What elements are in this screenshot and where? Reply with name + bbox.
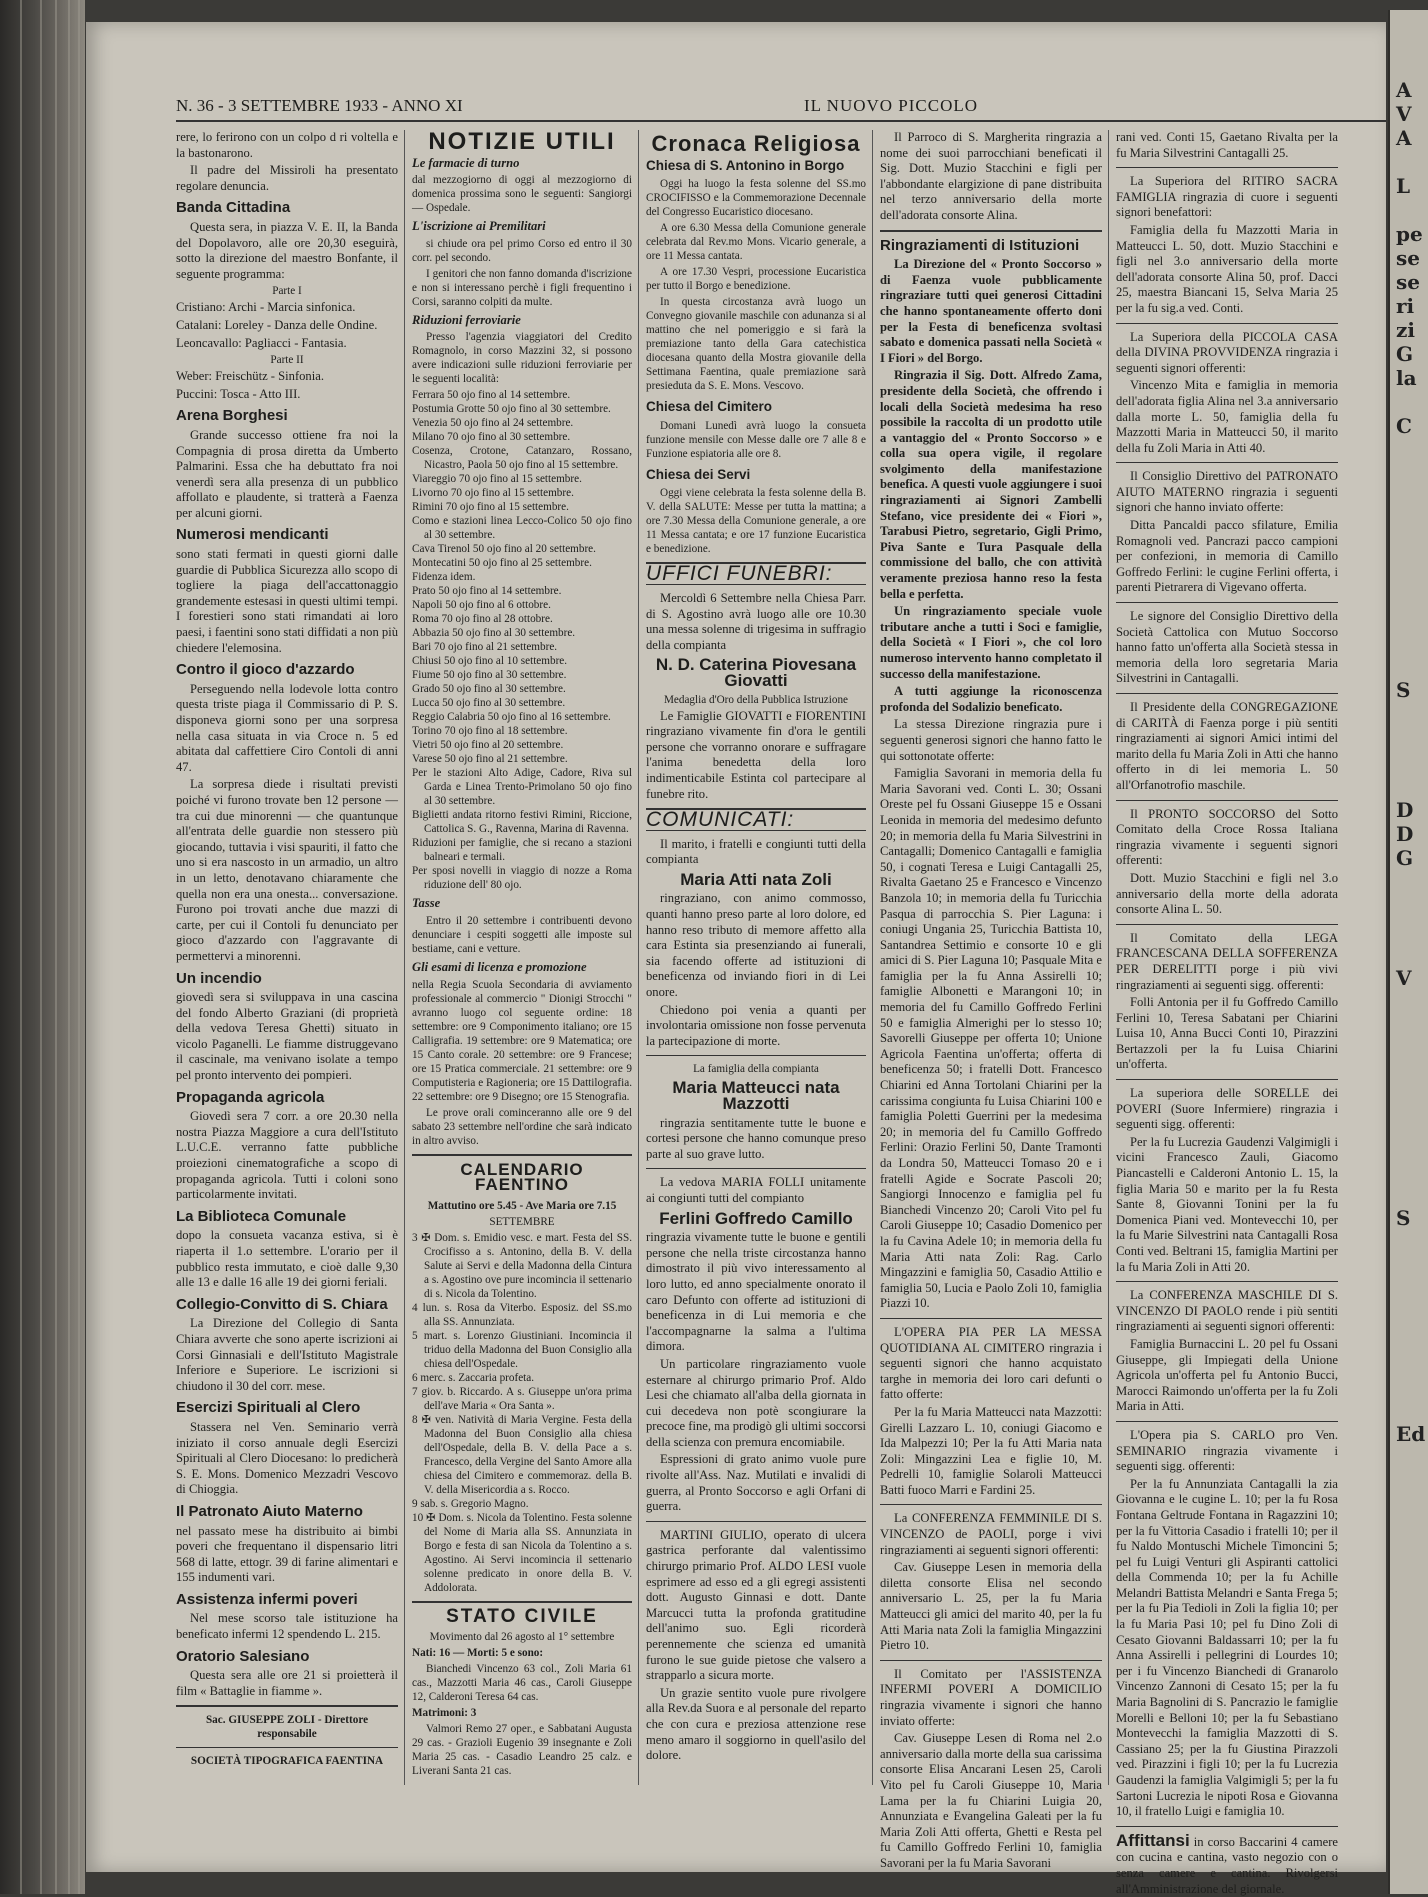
section-heading: Propaganda agricola: [176, 1088, 325, 1106]
article-text: Il Parroco di S. Margherita ringrazia a nome dei suoi parrocchiani beneficati il Sig. Dott. Muzio Stacchini e figli per l'abbondante elargizione di pane distribuita nel terzo anniversario della morte dell'adorata consorte Alina.: [880, 130, 1102, 222]
section-heading: La Biblioteca Comunale: [176, 1207, 347, 1225]
affittansi-heading: Affittansi: [1116, 1830, 1190, 1850]
fragment-line: [1390, 486, 1428, 510]
subsection-heading: Riduzioni ferroviarie: [412, 312, 521, 327]
column-rule: [1108, 130, 1109, 1785]
fragment-line: [1390, 1062, 1428, 1086]
article-text: ringrazia vivamente tutte le buone e gentili persone che nella triste circostanza hanno dimostrato il più vivo interessamento al loro lutto, ed anno specialmente onorato il caro Defunto con offerte ad istituzioni di beneficenza in di Lui memoria e che l'accompagnarne la salma a l'ultima dimora.: [646, 1230, 866, 1354]
divider: [880, 230, 1102, 232]
section-heading: Numerosi mendicanti: [176, 526, 329, 544]
month-label: SETTEMBRE: [489, 1215, 555, 1228]
article-text: nel passato mese ha distribuito ai bimbi poveri che frequentano il dispensario litri 568 di latte, ettogr. 39 di farine alimentari e 155 indumenti vari.: [176, 1523, 398, 1585]
program-line: Puccini: Tosca - Atto III.: [176, 386, 301, 401]
article-text: Per le stazioni Alto Adige, Cadore, Riva sul Garda e Linea Trento-Primolano 50 ojo fino al 30 settembre.: [412, 767, 632, 808]
notizie-utili-title: NOTIZIE UTILI: [428, 128, 616, 155]
subsection-heading: L'iscrizione ai Premilitari: [412, 219, 546, 234]
program-part: Parte II: [270, 354, 304, 367]
article-text: Famiglia della fu Mazzotti Maria in Matteucci L. 50, dott. Muzio Stacchini e figli nel 3.o anniversario della morte dell'adorata consorte Alina 50, prof. Dacci 25, maestra Biancani 15, Selva Maria 25 per la fu sig.a ved. Conti.: [1116, 222, 1338, 315]
article-text: Domani Lunedì avrà luogo la consueta funzione mensile con Messe dalle ore 7 alle 8 e Funzione espiatoria alle ore 8.: [646, 419, 866, 460]
fragment-line: la: [1396, 366, 1417, 390]
article-text: Dott. Muzio Stacchini e figli nel 3.o anniversario della morte della adorata consorte Alina L. 50.: [1116, 870, 1338, 917]
article-text: Le prove orali cominceranno alle ore 9 del sabato 23 settembre nell'ordine che sarà indicato in altro avviso.: [412, 1106, 632, 1147]
calendario-subtitle: Mattutino ore 5.45 - Ave Maria ore 7.15: [427, 1199, 617, 1212]
list-item: Torino 70 ojo fino al 18 settembre.: [412, 725, 568, 738]
list-item: Fidenza idem.: [412, 571, 476, 584]
list-item: Abbazia 50 ojo fino al 30 settembre.: [412, 627, 576, 640]
list-item: Cava Tirenol 50 ojo fino al 20 settembre.: [412, 543, 596, 556]
fragment-line: [1390, 534, 1428, 558]
list-item: Roma 70 ojo fino al 28 ottobre.: [412, 613, 553, 626]
list-item: Como e stazioni linea Lecco-Colico 50 ojo fino al 30 settembre.: [412, 515, 632, 542]
deceased-name: Maria Atti nata Zoli: [680, 869, 832, 889]
article-text: Il PRONTO SOCCORSO del Sotto Comitato della Croce Rossa Italiana ringrazia vivamente i seguenti signori offerenti:: [1116, 806, 1338, 868]
section-heading: Ringraziamenti di Istituzioni: [880, 236, 1080, 254]
director-signature: Sac. GIUSEPPE ZOLI - Direttore responsabile: [205, 1714, 369, 1741]
list-item: 5 mart. s. Lorenzo Giustiniani. Incomincia il triduo della Madonna del Buon Consiglio alla chiesa dell'Ospedale.: [412, 1329, 632, 1370]
divider: [646, 1521, 866, 1522]
article-text: In questa circostanza avrà luogo un Convegno giovanile maschile con adunanza si al mattino che nel pomeriggio e si farà la premiazione tanto della Gara catechistica diocesana quanto della Mostra giovanile della Settimana Faentina, quale premiazione sarà presieduta da S. E. Mons. Vescovo.: [646, 296, 866, 393]
list-item: 4 lun. s. Rosa da Viterbo. Esposiz. del SS.mo alla SS. Annunziata.: [412, 1301, 632, 1328]
article-text: Riduzioni per famiglie, che si recano a stazioni balneari e termali.: [412, 837, 632, 864]
newspaper-page: [86, 22, 1386, 1896]
divider: [880, 1504, 1102, 1505]
fragment-line: [1390, 1014, 1428, 1038]
article-text: La sorpresa diede i risultati previsti poiché vi furono trovate ben 12 persone — tra cui due minorenni — che quantunque all'entrata delle guardie non stessero più giocando, tuttavia i visi spauriti, il fatto che uno si era nascosto in un armadio, un altro in un letto, denotavano chiaramente che quella non era una onesta... conversazione. Furono poi trovati anche due mazzi di carte, per cui il Contoli fu denunciato per gioco d'azzardo con l'aggravante di permettervi a minorenni.: [176, 777, 398, 963]
program-line: Leoncavallo: Pagliacci - Fantasia.: [176, 335, 347, 350]
divider: [880, 1318, 1102, 1319]
divider: [176, 1705, 398, 1707]
article-text: Un particolare ringraziamento vuole esternare al chirurgo primario Prof. Aldo Lesi che chiamato all'alba della giornata in cui decedeva non potè scongiurare la precoce fine, ma prodigò gli ultimi soccorsi della scienza con premura encomiabile.: [646, 1356, 866, 1449]
stato-civile-title: STATO CIVILE: [446, 1605, 598, 1627]
article-text: ringrazia sentitamente tutte le buone e cortesi persone che hanno comunque preso parte al suo grave lutto.: [646, 1115, 866, 1161]
fragment-line: G: [1396, 342, 1414, 366]
article-text: I genitori che non fanno domanda d'iscrizione e non si interessano perchè i figli frequentino i Corsi, saranno colpiti da multe.: [412, 267, 632, 308]
list-item: Lucca 50 ojo fino al 30 settembre.: [412, 697, 566, 710]
matrimoni-count: Matrimoni: 3: [412, 1707, 477, 1720]
book-spine-edge: [0, 0, 85, 1894]
list-item: Vietri 50 ojo fino al 20 settembre.: [412, 739, 564, 752]
fragment-line: [1390, 198, 1428, 222]
deceased-name: N. D. Caterina Piovesana Giovatti: [655, 655, 857, 690]
list-item: 9 sab. s. Gregorio Magno.: [412, 1497, 529, 1510]
fragment-line: pe: [1396, 222, 1423, 246]
column-rule: [404, 130, 405, 1785]
fragment-line: [1390, 1086, 1428, 1110]
program-line: Weber: Freischütz - Sinfonia.: [176, 369, 324, 384]
fragment-line: V: [1396, 102, 1412, 126]
article-text: Stassera nel Ven. Seminario verrà iniziato il corso annuale degli Esercizi Spirituali al Clero Diocesano: lo predicherà S. E. Mons. Domenico Mezzadri Vescovo di Chioggia.: [176, 1419, 398, 1497]
article-text: Le signore del Consiglio Direttivo della Società Cattolica con Mutuo Soccorso hanno fatto un'offerta alla Società stessa in memoria della loro segretaria Maria Silvestrini in Cantagalli.: [1116, 609, 1338, 686]
fragment-line: [1390, 1398, 1428, 1422]
morti-list: Bianchedi Vincenzo 63 col., Zoli Maria 61 cas., Mazzotti Maria 46 cas., Caroli Giuseppe 12, Calderoni Teresa 64 cas.: [412, 1663, 632, 1704]
article-text: Famiglia Burnaccini L. 20 pel fu Ossani Giuseppe, gli Impiegati della Unione Agricola un'offerta pel fu Antonio Bucci, Marocci Raimondo un'offerta per la fu Zoli Maria in Atti.: [1116, 1336, 1338, 1414]
riduzioni-list: [412, 388, 632, 766]
section-heading: Contro il gioco d'azzardo: [176, 661, 355, 679]
list-item: Livorno 70 ojo fino al 15 settembre.: [412, 487, 574, 500]
program-part: Parte I: [272, 285, 302, 298]
article-text: Per la fu Annunziata Cantagalli la zia Giovanna e le cugine L. 10; per la fu Rosa Fontana Geltrude Fontana in Ragazzini 10; per la fu Vittoria Casadio i fratelli 10; per il fu Naldo Montuschi Michele Timoncini 5; pel fu Luigi Venturi gli Aspiranti cattolici della Commenda 10; per la fu Achille Melandri Battista Melandri e Santa Frega 5; per la fu Pia Tedioli in Zoli la figlia 10; per la fu Maria Pasi 10; pel fu Dino Zoli di Cesato Giovanni Baldassarri 10; per la fu Anna Assirelli i pellegrini di Lourdes 10; per i fu Vincenzo Bianchedi di Granarolo Vincenzo Zannoni di Cesato 15; per la fu Maria Bagnolini di S. Pancrazio le famiglie Morelli e Belloni 10; per la fu Sebastiano Montevecchi la famiglia Mazzotti di S. Cassiano 25; per la fu Giustina Pirazzoli ved. Pirazzini i figli 10; per la fu Lucrezia Gaudenzi la famiglia Valgimigli 5; per la fu Sartoni Lucrezia le nipoti Rosa e Giovanna 10, il fratello Luigi e famiglia 10.: [1116, 1476, 1338, 1819]
article-text: Vincenzo Mita e famiglia in memoria dell'adorata figlia Alina nel 3.a anniversario dalla morte L. 50, famiglia della fu Mazzotti Maria in Matteucci 50, il marito della fu Zoli Maria in Atti 40.: [1116, 378, 1338, 455]
column-2: [412, 130, 632, 1790]
fragment-line: [1390, 942, 1428, 966]
fragment-line: [1390, 1374, 1428, 1398]
article-text: Entro il 20 settembre i contribuenti devono denunciare i cespiti soggetti alle imposte sul bestiame, cani e vetture.: [412, 914, 632, 955]
article-text: La CONFERENZA FEMMINILE DI S. VINCENZO de PAOLI, porge i vivi ringraziamenti ai seguenti signori offerenti:: [880, 1511, 1102, 1557]
article-text: MARTINI GIULIO, operato di ulcera gastrica perforante dal valentissimo chirurgo primario Prof. ALDO LESI vuole esprimere ad esso ed a gli egregi assistenti dott. Augusto Ginnasi e dott. Dante Marcucci tutta la profonda gratitudine dell'animo suo. Egli ricorderà perennemente che scienza ed umanità furono le sue guide pietose che valsero a strapparlo a sicura morte.: [646, 1527, 866, 1683]
section-heading: Un incendio: [176, 969, 262, 987]
fragment-line: [1390, 1110, 1428, 1134]
deceased-name: Maria Matteucci nata Mazzotti: [672, 1078, 840, 1113]
divider: [1116, 1826, 1338, 1827]
article-text: si chiude ora pel primo Corso ed entro il 30 corr. pel secondo.: [412, 237, 632, 264]
article-text: Chiedono poi venia a quanti per involontaria omissione non fosse pervenuta la partecipazione di morte.: [646, 1002, 866, 1048]
article-text: Presso l'agenzia viaggiatori del Credito Romagnolo, in corso Mazzini 32, si possono avere indicazioni sulle riduzioni ferroviarie per le seguenti località:: [412, 331, 632, 386]
article-text: Ditta Pancaldi pacco sfilature, Emilia Romagnoli ved. Pancrazi pacco campioni per confezioni, in memoria di Camillo Goffredo Ferlini: le cugine Ferlini offerta, i parenti Pietrarera di Vigevano offerta.: [1116, 518, 1338, 595]
article-text: La Superiora della PICCOLA CASA della DIVINA PROVVIDENZA ringrazia i seguenti signori offerenti:: [1116, 329, 1338, 375]
deceased-honor: Medaglia d'Oro della Pubblica Istruzione: [663, 693, 849, 706]
nati-morti: Nati: 16 — Morti: 5 e sono:: [412, 1647, 544, 1660]
fragment-line: A: [1396, 78, 1412, 102]
facing-page-fragment: [1390, 10, 1428, 1446]
article-text: Oggi ha luogo la festa solenne del SS.mo CROCIFISSO e la Commemorazione Decennale del Congresso Eucaristico diocesano.: [646, 178, 866, 219]
page-header: [176, 94, 1386, 122]
list-item: 10 ✠ Dom. s. Nicola da Tolentino. Festa solenne del Nome di Maria alla SS. Annunziata in Borgo e festa di san Nicola da Tolentino a s. Agostino. Ai Servi incomincia il settenario solenne predicato in onore della B. V. Addolorata.: [412, 1511, 632, 1594]
fragment-line: [1390, 990, 1428, 1014]
fragment-line: [1390, 654, 1428, 678]
deceased-name: Ferlini Goffredo Camillo: [659, 1208, 853, 1228]
fragment-line: [1390, 726, 1428, 750]
fragment-line: V: [1396, 966, 1412, 990]
fragment-line: A: [1396, 126, 1412, 150]
fragment-line: [1390, 1134, 1428, 1158]
fragment-line: ri: [1396, 294, 1415, 318]
divider: [1116, 1079, 1338, 1080]
article-text: Per sposi novelli in viaggio di nozze a Roma riduzione dell' 80 ojo.: [412, 865, 632, 892]
divider: [1116, 1281, 1338, 1282]
article-text: La CONFERENZA MASCHILE DI S. VINCENZO DI PAOLO rende i più sentiti ringraziamenti ai seguenti signori offerenti:: [1116, 1288, 1338, 1334]
divider: [1116, 167, 1338, 168]
column-4: [880, 130, 1102, 1870]
fragment-line: Ed: [1396, 1422, 1426, 1446]
divider: [1116, 462, 1338, 463]
article-text: Cav. Giuseppe Lesen di Roma nel 2.o anniversario dalla morte della sua carissima consorte Elisa Ancarani Lesen 25, Caroli Vito pel fu Caroli Giuseppe 10, Maria Lama per la fu Chiarini Luigia 20, Annunziata e Evangelina Galeati per la fu Maria Zoli Atti offerta, Ghetti e Resta pel fu Camillo Goffredo Ferlini 10, famiglia Savorani per la fu Maria Savorani: [880, 1731, 1102, 1870]
column-rule: [638, 130, 639, 1785]
issue-info: N. 36 - 3 SETTEMBRE 1933 - ANNO XI: [176, 96, 463, 115]
section-heading: Esercizi Spirituali al Clero: [176, 1399, 361, 1417]
fragment-line: L: [1396, 174, 1411, 198]
list-item: Prato 50 ojo fino al 14 settembre.: [412, 585, 562, 598]
article-text: Un grazie sentito vuole pure rivolgere alla Rev.da Suora e al personale del reparto che con cura e preziosa attenzione rese meno amaro il soggiorno in quell'asilo del dolore.: [646, 1685, 866, 1763]
fragment-line: zi: [1396, 318, 1415, 342]
fragment-line: [1390, 1350, 1428, 1374]
divider: [412, 1154, 632, 1156]
article-text: Giovedì sera 7 corr. a ore 20.30 nella nostra Piazza Maggiore a cura dell'Istituto L.U.C.E. verranno fatte pubbliche proiezioni cinematografiche a scopo di propaganda agricola. Tutti i coloni sono particolarmente invitati.: [176, 1109, 398, 1202]
article-text: sono stati fermati in questi giorni dalle guardie di Pubblica Sicurezza allo scopo di togliere la piaga dell'accattonaggio grandemente estesasi in questi ultimi tempi. I forestieri sono stati rimandati ai loro paesi, i faentini sono stati diffidati a non più chiedere l'elemosina.: [176, 547, 398, 655]
article-text: rere, lo ferirono con un colpo d ri voltella e la bastonarono.: [176, 130, 398, 160]
list-item: Ferrara 50 ojo fino al 14 settembre.: [412, 389, 571, 402]
article-text: Il Presidente della CONGREGAZIONE di CARITÀ di Faenza porge i più sentiti ringraziamenti ai signori Amici intimi del marito della fu Maria Zoli in Atti che hanno offerto in di lei memoria L. 50 all'Orfanotrofio maschile.: [1116, 700, 1338, 792]
article-text: A ore 17.30 Vespri, processione Eucaristica per tutto il Borgo e benedizione.: [646, 266, 866, 293]
list-item: Fiume 50 ojo fino al 30 settembre.: [412, 669, 567, 682]
divider: [880, 1660, 1102, 1661]
column-3: [646, 130, 866, 1790]
article-text: A ore 6.30 Messa della Comunione generale celebrata dal Rev.mo Mons. Vicario generale, a ore 11 Messa cantata.: [646, 222, 866, 263]
fragment-line: [1390, 438, 1428, 462]
article-text: nella Regia Scuola Secondaria di avviamento professionale al commercio " Dionigi Strocchi " avranno luogo col seguente ordine: 18 settembre: ore 9 Componimento italiano; ore 15 Calligrafia. 19 settembre: ore 9 Matematica; ore 15 Canto corale. 20 settembre: ore 9 Francese; ore 15 Pratica commerciale. 21 settembre: ore 9 Computisteria e Ragioneria; ore 15 Dattilografia. 22 settembre: ore 9 Disegno; ore 15 Stenografia.: [412, 978, 632, 1103]
article-text: dopo la consueta vacanza estiva, si è riaperta il 1.o settembre. L'orario per il pubblico resta immutato, e cioè dalle 9,30 alle 13 e dalle 16 alle 19 dei giorni feriali.: [176, 1228, 398, 1290]
section-heading: Banda Cittadina: [176, 199, 291, 217]
fragment-line: [1390, 870, 1428, 894]
fragment-line: [1390, 606, 1428, 630]
article-text: La Superiora del RITIRO SACRA FAMIGLIA ringrazia di cuore i seguenti signori benefattori:: [1116, 174, 1338, 220]
article-text: L'Opera pia S. CARLO pro Ven. SEMINARIO ringrazia vivamente i seguenti sigg. offerenti:: [1116, 1427, 1338, 1474]
fragment-line: [1390, 1158, 1428, 1182]
article-text: Cav. Giuseppe Lesen in memoria della diletta consorte Elisa nel secondo anniversario L. 25, per la fu Maria Matteucci gli amici del marito 40, per la fu Atti Maria nata Zoli la famiglia Mingazzini Pietro 10.: [880, 1560, 1102, 1653]
list-item: Cosenza, Crotone, Catanzaro, Rossano, Nicastro, Paola 50 ojo fino al 15 settembre.: [412, 445, 632, 472]
article-text: Un ringraziamento speciale vuole tributare anche a tutti i Soci e famiglie, della Società « I Fiori », che col loro numeroso intervento hanno completato il successo della manifestazione.: [880, 604, 1102, 681]
fragment-line: [1390, 1302, 1428, 1326]
cronaca-religiosa-title: Cronaca Religiosa: [651, 131, 861, 156]
section-heading: Oratorio Salesiano: [176, 1647, 310, 1665]
divider: [176, 1747, 398, 1748]
article-text: La Direzione del Collegio di Santa Chiara avverte che sono aperte iscrizioni ai Corsi Ginnasiali e dell'Istituto Magistrale Inferiore e Superiore. Le iscrizioni si chiudono il 30 del corr. mese.: [176, 1316, 398, 1393]
article-text: Ringrazia il Sig. Dott. Alfredo Zama, presidente della Società, che offrendo i locali della Società medesima ha reso possibile la raccolta di un prodotto utile a vantaggio del « Pronto Soccorso » e colla sua opera vigile, il regolare svolgimento della manifestazione benefica. A questi vuole aggiungere i suoi ringraziamenti ai Signori Zambelli Stefano, vice presidente dei « Fiori », Tarabusi Pietro, segretario, Gigli Primo, Piva Sante e Tura Pasquale della commissione del ballo, che con attività veramente preziosa hanno reso la festa bella e perfetta.: [880, 368, 1102, 601]
fragment-line: S: [1396, 678, 1411, 702]
fragment-line: [1390, 510, 1428, 534]
fragment-line: S: [1396, 1206, 1411, 1230]
program-line: Cristiano: Archi - Marcia sinfonica.: [176, 300, 356, 315]
article-text: Per la fu Maria Matteucci nata Mazzotti: Girelli Lazzaro L. 10, coniugi Giacomo e Ida Malpezzi 10; Per la fu Atti Maria nata Zoli: Mingazzini Lea e figlie 10, M. Pedrelli 10, famiglie Solaroli Matteucci Batti fuoco Marri e Fardini 25.: [880, 1404, 1102, 1497]
fragment-line: [1390, 1038, 1428, 1062]
article-text: Famiglia Savorani in memoria della fu Maria Savorani ved. Conti L. 30; Ossani Oreste pel fu Ossani Giuseppe 15 e Ossani Leonida in memoria del medesimo defunto 20; in memoria della fu Maria Silvestrini in Cantagalli; Domenico Cantagalli e famiglia 50, i cognati Teresa e Luigi Cantagalli 25, Rivalta Gaetano 25 e Francesco e Vincenzo Banzola 10; in memoria della fu Turicchia Pasqua di parrocchia S. Pier Laguna: i coniugi Ungania 25, Turicchia Battista 10, Santandrea Settimio e consorte 10 e gli amici di S. Pier Laguna 10; Pasquale Mita e famiglia per la fu Anna Assirelli 10; famiglie Albonetti e Marangoni 10; in memoria del fu Camillo Goffredo Ferlini 50 e famiglia Almerighi per lo stesso 10; Savorelli Giuseppe per offerta 10; Unione Agricola Faentina un'offerta; offerta di beneficenza 50; i fratelli Dott. Francesco Chiarini ed Anna Tortolani Chiarini per la carissima congiunta fu Luisa Chiarini 100 e famiglia Poletti Guerrini per la medesima 20; in memoria del fu Camillo Goffredo Ferlini: Orazio Ferlini 50, Dante Tramonti da Londra 50, Matteucci Tomaso 20 e i fratelli Agide e Socrate Pascoli 20; Sangiorgi Innocenzo e famiglia pel fu Bianchedi Vincenzo 20; Caroli Vito pel fu Caroli Giuseppe 10; Casadio Domenico per la fu Cavina Adele 10; in memoria della fu Maria Atti nata Zoli: Rag. Carlo Mingazzini e famiglia 50, Casadio Attilio e famiglia 50, Lucia e Paolo Zoli 10, famiglia Piazzi 10.: [880, 766, 1102, 1311]
fragment-line: se: [1396, 246, 1420, 270]
fragment-line: [1390, 462, 1428, 486]
article-text: Grande successo ottiene fra noi la Compagnia di prosa diretta da Umberto Palmarini. Essa che ha debuttato fra noi venerdì sera alla presenza di un pubblico affollato e plaudente, si tratterà a Faenza per alcuni giorni.: [176, 427, 398, 520]
fragment-line: [1390, 1278, 1428, 1302]
list-item: Varese 50 ojo fino al 21 settembre.: [412, 753, 568, 766]
fragment-line: [1390, 582, 1428, 606]
divider: [1116, 323, 1338, 324]
stato-subtitle: Movimento dal 26 agosto al 1° settembre: [429, 1631, 615, 1644]
fragment-line: [1390, 390, 1428, 414]
list-item: Venezia 50 ojo fino al 24 settembre.: [412, 417, 574, 430]
fragment-line: [1390, 1326, 1428, 1350]
article-text: Il Comitato della LEGA FRANCESCANA DELLA SOFFERENZA PER DERELITTI porge i più vivi ringraziamenti ai seguenti sigg. offerenti:: [1116, 930, 1338, 992]
list-item: Postumia Grotte 50 ojo fino al 30 settembre.: [412, 403, 611, 416]
fragment-line: [1390, 558, 1428, 582]
list-item: 3 ✠ Dom. s. Emidio vesc. e mart. Festa del SS. Crocifisso a s. Antonino, della B. V. della Salute ai Servi e della Madonna della Cintura a s. Agostino ove pure incomincia il settenario di s. Nicola da Tolentino.: [412, 1231, 632, 1300]
column-rule: [872, 130, 873, 1785]
divider: [1116, 693, 1338, 694]
fragment-line: [1390, 894, 1428, 918]
article-text: La famiglia della compianta: [693, 1063, 819, 1076]
article-text: dal mezzogiorno di oggi al mezzogiorno di domenica prossima sono le seguenti: Sangiorgi — Ospedale.: [412, 174, 632, 215]
article-text: Il Comitato per l'ASSISTENZA INFERMI POVERI A DOMICILIO ringrazia vivamente i signori che hanno inviato offerte:: [880, 1666, 1102, 1728]
list-item: Montecatini 50 ojo fino al 25 settembre.: [412, 557, 592, 570]
fragment-line: [1390, 1182, 1428, 1206]
matrimoni-list: Valmori Remo 27 oper., e Sabbatani Augusta 29 cas. - Grazioli Eugenio 39 insegnante e Zoli Maria 25 cas. - Casadio Leandro 25 calz. e Liverani Santa 21 cas.: [412, 1723, 632, 1778]
fragment-line: se: [1396, 270, 1420, 294]
newspaper-title: IL NUOVO PICCOLO: [804, 96, 979, 115]
list-item: Viareggio 70 ojo fino al 15 settembre.: [412, 473, 582, 486]
list-item: Grado 50 ojo fino al 30 settembre.: [412, 683, 566, 696]
article-text: in corso Baccarini 4 camere con cucina e cantina, vasto negozio con o senza camere e cantina. Rivolgersi all'Amministrazione del giornale.: [1116, 1834, 1338, 1896]
article-text: La stessa Direzione ringrazia pure i seguenti generosi signori che hanno fatto le qui sottonotate offerte:: [880, 717, 1102, 763]
column-5: [1116, 130, 1338, 1896]
list-item: 8 ✠ ven. Natività di Maria Vergine. Festa della Madonna del Buon Consiglio alla chiesa dell'Ospedale, della B. V. della Pace a s. Francesco, della Vergine del Santo Amore alla chiesa del Cimitero e commemoraz. della B. V. della Misericordia a s. Rocco.: [412, 1413, 632, 1496]
article-text: rani ved. Conti 15, Gaetano Rivalta per la fu Maria Silvestrini Cantagalli 25.: [1116, 130, 1338, 160]
list-item: Reggio Calabria 50 ojo fino al 16 settembre.: [412, 711, 611, 724]
list-item: Napoli 50 ojo fino al 6 ottobre.: [412, 599, 551, 612]
fragment-line: [1390, 918, 1428, 942]
section-heading: Chiesa dei Servi: [646, 466, 751, 482]
fragment-line: G: [1396, 846, 1414, 870]
divider: [1116, 924, 1338, 925]
article-text: Questa sera alle ore 21 si proietterà il film « Battaglie in fiamme ».: [176, 1668, 398, 1698]
subsection-heading: Gli esami di licenza e promozione: [412, 959, 587, 974]
article-text: L'OPERA PIA PER LA MESSA QUOTIDIANA AL CIMITERO ringrazia i seguenti signori che hanno acquistato targhe in memoria dei loro cari defunti o fatto offerte:: [880, 1324, 1102, 1402]
divider: [1116, 1421, 1338, 1422]
section-heading: Chiesa del Cimitero: [646, 399, 773, 415]
article-text: La Direzione del « Pronto Soccorso » di Faenza vuole pubblicamente ringraziare tutti quei generosi Cittadini che hanno spontaneamente offerto doni per la Festa di beneficenza svoltasi sabato e domenica passati nella Società « I Fiori » del Borgo.: [880, 257, 1102, 365]
article-text: Nel mese scorso tale istituzione ha beneficato infermi 12 spendendo L. 215.: [176, 1611, 398, 1642]
facing-page-edge: [1388, 10, 1428, 1894]
article-text: Espressioni di grato animo vuole pure rivolte all'Ass. Naz. Mutilati e invalidi di guerra, al Pronto Soccorso e agli Orfani di guerra.: [646, 1452, 866, 1514]
fragment-line: [1390, 150, 1428, 174]
article-text: Perseguendo nella lodevole lotta contro questa triste piaga il Commissario di P. S. disponeva giorni sono per una sorpresa nella casa situata in via Croce n. 5 ed abitata dal caffettiere Ciro Contoli di anni 47.: [176, 681, 398, 774]
list-item: 6 merc. s. Zaccaria profeta.: [412, 1371, 535, 1384]
fragment-line: [1390, 750, 1428, 774]
list-item: Rimini 70 ojo fino al 15 settembre.: [412, 501, 569, 514]
article-text: Folli Antonia per il fu Goffredo Camillo Ferlini 10, Teresa Sabatani per Chiarini Luisa 10, Anna Bucci Conti 10, Pirazzini Bertazzoli per la fu Luisa Chiarini un'offerta.: [1116, 995, 1338, 1072]
subsection-heading: Le farmacie di turno: [412, 155, 520, 170]
article-text: A tutti aggiunge la riconoscenza profonda del Sodalizio beneficato.: [880, 684, 1102, 714]
divider: [1116, 800, 1338, 801]
article-text: Oggi viene celebrata la festa solenne della B. V. della SALUTE: Messe per tutta la mattina; a ore 7.30 Messa della Comunione generale, a ore 11 Messa cantata; e ore 17 funzione Eucaristica e benedizione.: [646, 487, 866, 556]
fragment-line: D: [1396, 798, 1414, 822]
list-item: Bari 70 ojo fino al 21 settembre.: [412, 641, 558, 654]
divider: [412, 1601, 632, 1603]
article-text: La vedova MARIA FOLLI unitamente ai congiunti tutti del compianto: [646, 1175, 866, 1205]
printer-name: SOCIETÀ TIPOGRAFICA FAENTINA: [190, 1755, 384, 1768]
fragment-line: [1390, 1254, 1428, 1278]
divider: [646, 1168, 866, 1169]
article-text: Mercoldì 6 Settembre nella Chiesa Parr. di S. Agostino avrà luogo alle ore 10.30 una messa solenne di trigesima in suffragio della compianta: [646, 590, 866, 652]
article-text: Biglietti andata ritorno festivi Rimini, Riccione, Cattolica S. G., Ravenna, Marina di Ravenna.: [412, 809, 632, 836]
article-text: Per la fu Lucrezia Gaudenzi Valgimigli i vicini Francesco Zauli, Giacomo Piancastelli e Calderoni Antonio L. 15, la figlia Maria 50 e marito per la fu Resta Sante 8, Giovanni Tonini per la fu Domenica Piani ved. Montevecchi 10, per la fu Marie Silvestrini nata Cantagalli Rosa Conti ved. Beltrani 15, famiglia Martini per la fu Maria Zoli in Atti 20.: [1116, 1134, 1338, 1274]
fragment-line: D: [1396, 822, 1414, 846]
column-1: [176, 130, 398, 1790]
divider: [646, 1055, 866, 1056]
fragment-line: [1390, 774, 1428, 798]
section-heading: Chiesa di S. Antonino in Borgo: [646, 157, 845, 173]
calendario-title: CALENDARIO FAENTINO: [460, 1159, 584, 1195]
calendario-list: [412, 1231, 632, 1595]
article-text: giovedì sera si sviluppava in una cascina del fondo Alberto Graziani (di proprietà della vedova Teresa Ghetti) situato in vicolo Paganelli. Le fiamme distruggevano il cascinale, ma venivano isolate a tempo pel pronto intervento dei pompieri.: [176, 990, 398, 1083]
comunicati-title: COMUNICATI:: [646, 808, 866, 831]
article-text: Il padre del Missiroli ha presentato regolare denuncia.: [176, 163, 398, 193]
list-item: Milano 70 ojo fino al 30 settembre.: [412, 431, 571, 444]
list-item: 7 giov. b. Riccardo. A s. Giuseppe un'ora prima dell'ave Maria « Ora Santa ».: [412, 1385, 632, 1412]
section-heading: Arena Borghesi: [176, 407, 288, 425]
article-text: Le Famiglie GIOVATTI e FIORENTINI ringraziano vivamente fin d'ora le gentili persone che vorranno onorare e suffragare l'anima benedetta della loro indimenticabile Estinta col partecipare al funebre rito.: [646, 708, 866, 801]
section-heading: Collegio-Convitto di S. Chiara: [176, 1295, 388, 1313]
section-heading: Il Patronato Aiuto Materno: [176, 1502, 363, 1520]
list-item: Chiusi 50 ojo fino al 10 settembre.: [412, 655, 568, 668]
article-text: ringraziano, con animo commosso, quanti hanno preso parte al loro dolore, ed hanno reso tributo di memore affetto alla cara Estinta sia presenziando ai funerali, sia facendo offerte ad istituzioni di beneficenza od inviando fiori in di Lei onore.: [646, 891, 866, 1000]
fragment-line: C: [1396, 414, 1412, 438]
uffici-funebri-title: UFFICI FUNEBRI:: [646, 562, 866, 585]
fragment-line: [1390, 1230, 1428, 1254]
article-text: Questa sera, in piazza V. E. II, la Banda del Dopolavoro, alle ore 20,30 eseguirà, sotto la direzione del maestro Bonfante, il seguente programma:: [176, 219, 398, 281]
fragment-line: [1390, 702, 1428, 726]
section-heading: Assistenza infermi poveri: [176, 1590, 358, 1608]
divider: [1116, 602, 1338, 603]
article-text: Il Consiglio Direttivo del PATRONATO AIUTO MATERNO ringrazia i seguenti signori che hanno inviato offerte:: [1116, 469, 1338, 515]
article-text: La superiora delle SORELLE dei POVERI (Suore Infermiere) ringrazia i seguenti sigg. offerenti:: [1116, 1086, 1338, 1132]
subsection-heading: Tasse: [412, 896, 441, 911]
article-text: Il marito, i fratelli e congiunti tutti della compianta: [646, 836, 866, 867]
program-line: Catalani: Loreley - Danza delle Ondine.: [176, 317, 378, 332]
fragment-line: [1390, 630, 1428, 654]
